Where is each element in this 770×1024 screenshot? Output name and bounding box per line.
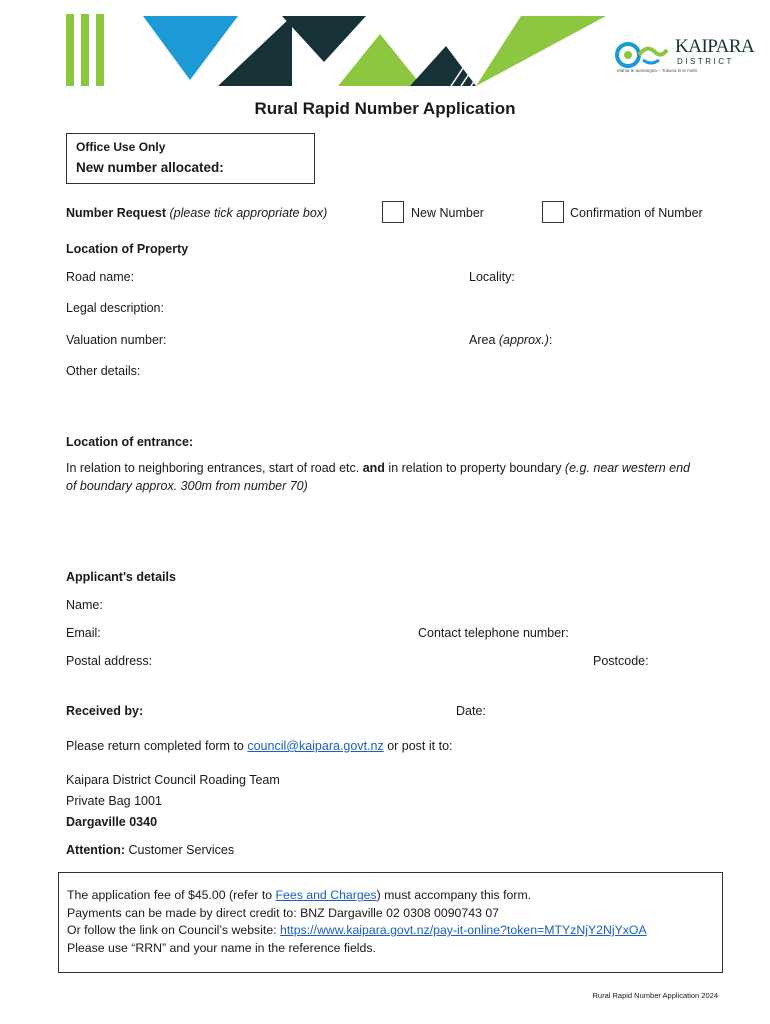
location-entrance-heading: Location of entrance: — [66, 435, 194, 449]
banner-green-triangle-1 — [338, 34, 422, 86]
banner-stripe-1 — [66, 14, 74, 86]
entrance-text-part1: In relation to neighboring entrances, start of road etc. — [66, 461, 363, 475]
office-use-box — [66, 133, 315, 184]
fee-line-1-after: ) must accompany this form. — [376, 888, 532, 902]
attention-line — [66, 843, 234, 857]
applicant-heading: Applicant's details — [66, 570, 176, 584]
page-title: Rural Rapid Number Application — [254, 99, 516, 118]
council-email-link[interactable]: council@kaipara.govt.nz — [247, 739, 384, 753]
return-instructions — [66, 739, 453, 753]
banner-stripe-2 — [81, 14, 89, 86]
area-colon: : — [548, 333, 553, 347]
entrance-instructions-line1 — [66, 461, 690, 475]
fee-info-box — [58, 872, 723, 973]
entrance-example-line2: of boundary approx. 300m from number 70) — [66, 479, 308, 493]
logo-name: KAIPARA — [675, 36, 755, 57]
locality-field[interactable]: Locality: — [469, 270, 515, 284]
area-label: Area — [469, 333, 496, 347]
logo-tagline: Mahia te aumangea – Tukuna ki te mahi — [617, 68, 698, 73]
pay-online-link[interactable]: https://www.kaipara.govt.nz/pay-it-online?token=MTYzNjY2NjYxOA — [280, 923, 647, 937]
area-hint: (approx.) — [498, 333, 549, 347]
applicant-name-field[interactable]: Name: — [66, 598, 103, 612]
fee-line-3-before: Or follow the link on Council’s website: — [67, 923, 281, 937]
entrance-text-part2: in relation to property boundary — [384, 461, 565, 475]
page-footer: Rural Rapid Number Application 2024 — [592, 991, 718, 1000]
fee-line-2: Payments can be made by direct credit to: BNZ Dargaville 02 0308 0090743 07 — [67, 906, 500, 920]
applicant-email-field[interactable]: Email: — [66, 626, 101, 640]
received-by-label[interactable]: Received by: — [66, 704, 144, 718]
legal-description-field[interactable]: Legal description: — [66, 301, 164, 315]
new-number-checkbox[interactable] — [382, 201, 404, 223]
office-use-label: Office Use Only — [76, 140, 166, 154]
banner-stripe-3 — [96, 14, 104, 86]
number-request-label: Number Request — [66, 206, 167, 220]
applicant-phone-field[interactable]: Contact telephone number: — [418, 626, 569, 640]
address-line-3: Dargaville 0340 — [66, 815, 158, 829]
other-details-field[interactable]: Other details: — [66, 364, 141, 378]
valuation-number-field[interactable]: Valuation number: — [66, 333, 167, 347]
fee-line-4: Please use “RRN” and your name in the reference fields. — [67, 941, 376, 955]
address-line-1: Kaipara District Council Roading Team — [66, 773, 280, 787]
header-banner — [66, 14, 606, 86]
logo-wave-icon — [615, 40, 673, 70]
number-request-row — [66, 206, 327, 220]
logo-subname: DISTRICT — [677, 57, 734, 66]
number-request-hint: (please tick appropriate box) — [169, 206, 328, 220]
location-property-heading: Location of Property — [66, 242, 189, 256]
fee-line-1-before: The application fee of $45.00 (refer to — [67, 888, 276, 902]
banner-dark-triangle — [282, 16, 366, 62]
fee-line-1 — [67, 888, 531, 902]
date-field[interactable]: Date: — [456, 704, 486, 718]
road-name-field[interactable]: Road name: — [66, 270, 135, 284]
entrance-example-line1: (e.g. near western end — [564, 461, 690, 475]
new-number-label: New Number — [411, 206, 484, 220]
return-text-before: Please return completed form to — [66, 739, 248, 753]
fees-and-charges-link[interactable]: Fees and Charges — [275, 888, 377, 902]
banner-dark-triangle-2 — [410, 46, 476, 86]
fee-line-3 — [67, 923, 647, 937]
postal-address-field[interactable]: Postal address: — [66, 654, 153, 668]
return-text-after: or post it to: — [383, 739, 453, 753]
confirmation-label: Confirmation of Number — [570, 206, 703, 220]
attention-value: Customer Services — [128, 843, 235, 857]
address-line-2: Private Bag 1001 — [66, 794, 162, 808]
area-field[interactable] — [469, 333, 552, 347]
new-number-allocated-label: New number allocated: — [76, 160, 224, 175]
attention-label: Attention: — [66, 843, 126, 857]
confirmation-checkbox[interactable] — [542, 201, 564, 223]
banner-blue-triangle — [143, 16, 238, 80]
banner-green-triangle-2 — [476, 16, 606, 86]
entrance-text-and: and — [362, 461, 385, 475]
postcode-field[interactable]: Postcode: — [593, 654, 649, 668]
